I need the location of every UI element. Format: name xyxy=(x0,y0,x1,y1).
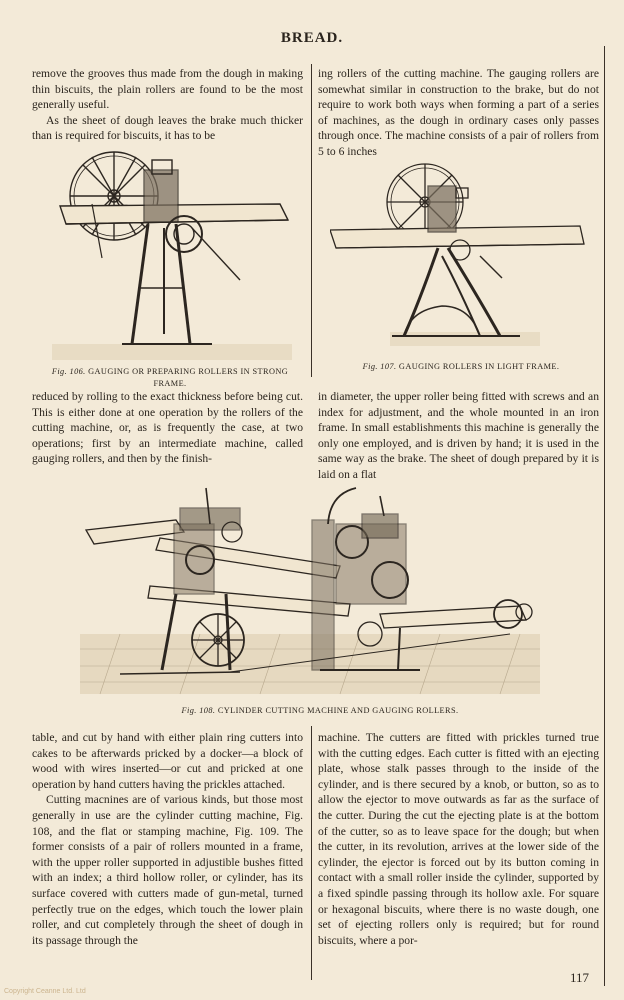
column-2-top-text xyxy=(318,66,599,160)
figure-107-number: Fig. 107. xyxy=(362,362,397,371)
figure-107-illustration xyxy=(330,160,585,350)
column-rule-bottom xyxy=(311,726,312,980)
paragraph: remove the grooves thus made from the dough in making thin biscuits, the plain rollers are found to be the most generally useful. xyxy=(32,67,303,112)
figure-108-number: Fig. 108. xyxy=(181,706,216,715)
paragraph: Cutting macnines are of various kinds, but those most generally in use are the cylinder cutting machine, Fig. 108, and the flat or stamping machine, Fig. 109. The former consists of a pair of rollers mounted in a frame, with the upper roller supported in adjustible bushes fitted with an index; a third hollow roller, or cylinder, has its surface covered with cutters made of gun-metal, turned perfectly true on the edges, which touch the lower plain roller, and cut completely through the sheet of dough in its passage through the xyxy=(32,793,303,947)
paragraph: ing rollers of the cutting machine. The gauging rollers are somewhat similar in construction to the brake, but do not require to work both ways when forming a part of a series of machines, as the dough in ordinary cases only passes through once. The machine consists of a pair of rollers from 5 to 6 inches xyxy=(318,67,599,158)
right-margin-rule xyxy=(604,46,605,986)
column-1-bottom-text xyxy=(32,730,303,948)
figure-108-caption xyxy=(40,705,600,717)
figure-107-caption xyxy=(320,361,602,373)
column-rule-top xyxy=(311,64,312,377)
column-2-middle-text xyxy=(318,389,599,483)
figure-106-illustration xyxy=(52,148,292,363)
figure-107-title: GAUGING ROLLERS IN LIGHT FRAME. xyxy=(398,362,560,371)
copyright-watermark: Copyright Ceanne Ltd. Ltd xyxy=(4,988,86,995)
page-number: 117 xyxy=(570,970,590,985)
figure-106-title: GAUGING OR PREPARING ROLLERS IN STRONG FRAME. xyxy=(88,367,289,388)
paragraph: reduced by rolling to the exact thickness before being cut. This is either done at one operation by the rollers of the cutting machine, or, as is frequently the case, at two operations; first by an intermediate machine, called gauging rollers, and then by the finish- xyxy=(32,390,303,466)
paragraph: table, and cut by hand with either plain ring cutters into cakes to be afterwards pricked by a docker—a block of wood with wires inserted—or cut and pricked at one operation by hand cutters having the prickles attached. xyxy=(32,731,303,791)
figure-106-number: Fig. 106. xyxy=(51,367,86,376)
column-1-middle-text xyxy=(32,389,303,467)
paragraph: in diameter, the upper roller being fitted with screws and an index for adjustment, and the whole mounted in an iron frame. In small establishments this machine is generally the only one employed, and is driven by hand; it is used in the same way as the brake. The sheet of dough prepared by it is laid on a flat xyxy=(318,390,599,481)
column-1-top-text xyxy=(32,66,303,144)
paragraph: As the sheet of dough leaves the brake much thicker than is required for biscuits, it has to be xyxy=(32,113,303,143)
paragraph: machine. The cutters are fitted with prickles turned true with the cutting edges. Each cutter is fitted with an ejecting plate, whose stalk passes through to the inside of the cylinder, and is there secured by a knob, or button, so as to allow the ejector to move outwards as far as the surface of the cutter. During the cut the ejecting plate is at the bottom of the cutter, so as to leave space for the dough; but when the cutter, in its revolution, arrives at the lower side of the cylinder, the ejector is forced out by its button coming in contact with a small roller inside the cylinder, supported by a fixed spindle passing through its hollow axle. For square or hexagonal biscuits, where there is no waste dough, one set of ejecting rollers only is required; but for round biscuits, where a por- xyxy=(318,731,599,947)
running-head: BREAD. xyxy=(280,30,344,46)
figure-108-illustration xyxy=(80,484,540,696)
column-2-bottom-text xyxy=(318,730,599,948)
figure-106-caption xyxy=(40,366,300,390)
figure-108-title: CYLINDER CUTTING MACHINE AND GAUGING ROLLERS. xyxy=(217,706,459,715)
